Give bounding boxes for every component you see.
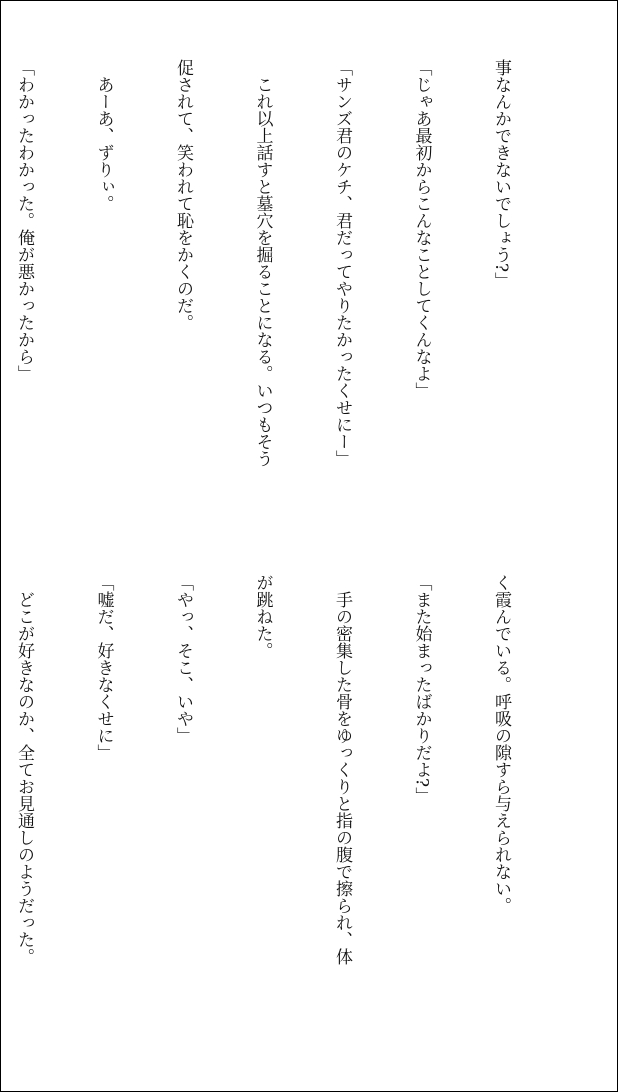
text-line: く霞んでいる。呼吸の隙すら与えられない。 xyxy=(491,574,511,914)
text-line: が跳ねた。 xyxy=(252,574,273,659)
text-line: 「じゃあ最初からこんなことしてくんなよ」 xyxy=(411,59,432,399)
text-line: 「サンズ君のケチ、君だってやりたかったくせにー」 xyxy=(332,59,352,467)
text-block-bottom xyxy=(0,574,567,1044)
text-block-top xyxy=(0,59,567,529)
text-line: 「やっ、そこ、いや」 xyxy=(173,574,193,744)
text-line: 「嘘だ、好きなくせに」 xyxy=(93,574,114,761)
text-line: どこが好きなのか、全てお見通しのようだった。 xyxy=(14,574,34,965)
text-line: 事なんかできないでしょう?」 xyxy=(491,59,511,290)
text-line: あーあ、ずりぃ。 xyxy=(93,59,114,212)
text-line: 促されて、笑われて恥をかくのだ。 xyxy=(173,59,193,331)
text-line: 「また始まったばかりだよ?」 xyxy=(411,574,432,805)
text-line: 「わかったわかった。俺が悪かったから」 xyxy=(14,59,34,382)
text-line: これ以上話すと墓穴を掘ることになる。いつもそう xyxy=(252,59,273,467)
text-line: 手の密集した骨をゆっくりと指の腹で擦られ、体 xyxy=(332,574,352,965)
